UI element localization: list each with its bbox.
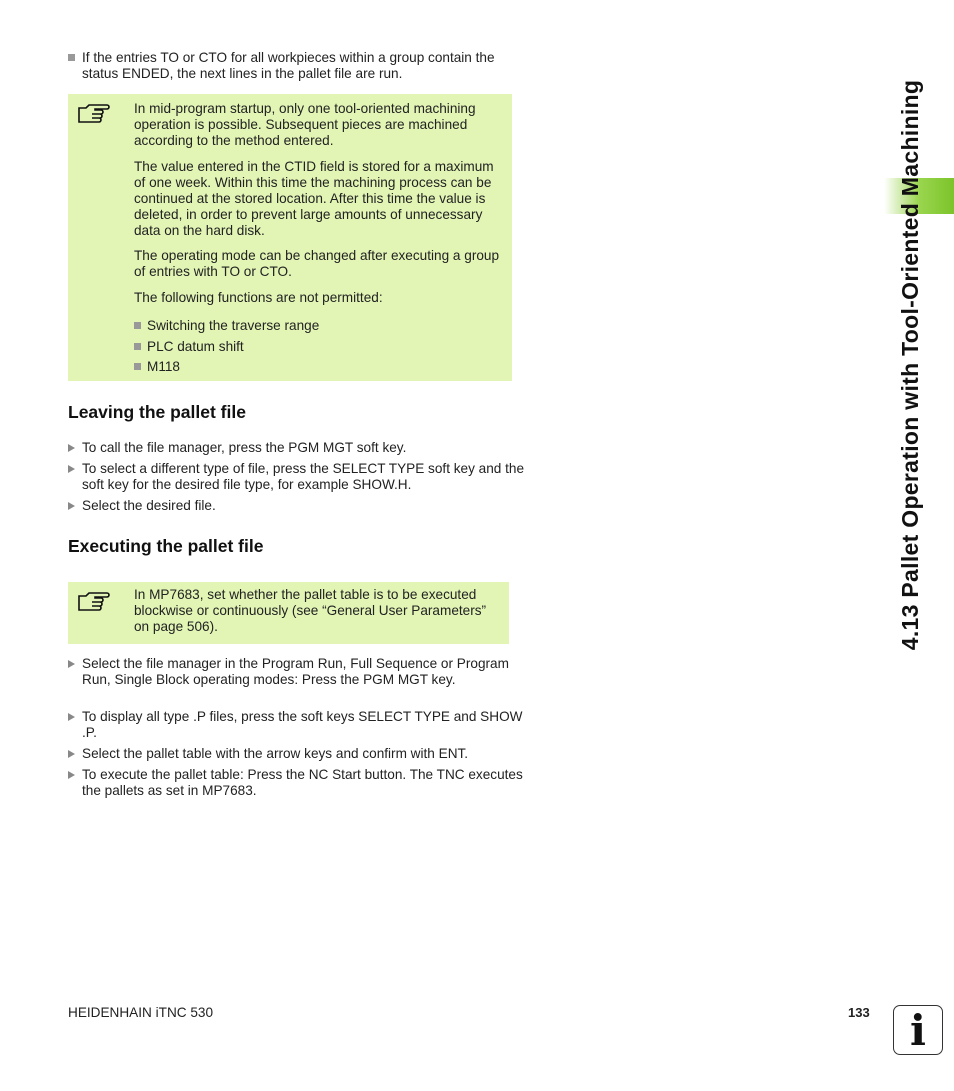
pointing-hand-icon — [78, 104, 110, 126]
note-box-2 — [68, 582, 509, 644]
square-bullet-icon — [134, 322, 141, 329]
note-paragraph: In mid-program startup, only one tool-oriented machining operation is possible. Subsequent pieces are machined according to the method entered. — [134, 101, 476, 148]
intro-bullet: If the entries TO or CTO for all workpieces within a group contain the status ENDED, the next lines in the pallet file are run. — [68, 50, 527, 82]
list-item: M118 — [134, 357, 504, 378]
arrow-bullet-icon — [68, 444, 75, 452]
step: To select a different type of file, press the SELECT TYPE soft key and the soft key for the desired file type, for example SHOW.H. — [68, 461, 527, 493]
arrow-bullet-icon — [68, 660, 75, 668]
arrow-bullet-icon — [68, 502, 75, 510]
footer-product: HEIDENHAIN iTNC 530 — [68, 1005, 214, 1020]
info-icon: i — [893, 1005, 943, 1055]
list-item: Switching the traverse range — [134, 316, 504, 337]
step: Select the pallet table with the arrow keys and confirm with ENT. — [68, 746, 527, 762]
note-box-1 — [68, 94, 512, 381]
note-paragraph: In MP7683, set whether the pallet table is to be executed blockwise or continuously (see “General User Parameters” on page 506). — [134, 587, 487, 634]
arrow-bullet-icon — [68, 465, 75, 473]
pointing-hand-icon — [78, 592, 110, 614]
step: To call the file manager, press the PGM MGT soft key. — [68, 440, 527, 456]
side-chapter-title: 4.13 Pallet Operation with Tool-Oriented Machining — [897, 79, 923, 651]
square-bullet-icon — [134, 343, 141, 350]
step: To execute the pallet table: Press the NC Start button. The TNC executes the pallets as set in MP7683. — [68, 767, 527, 799]
page-number: 133 — [848, 1005, 870, 1020]
section-heading: Executing the pallet file — [68, 536, 264, 556]
step: To display all type .P files, press the soft keys SELECT TYPE and SHOW .P. — [68, 709, 527, 741]
note-paragraph: The following functions are not permitted: — [134, 290, 383, 305]
section-heading: Leaving the pallet file — [68, 402, 246, 422]
arrow-bullet-icon — [68, 771, 75, 779]
arrow-bullet-icon — [68, 713, 75, 721]
step: Select the file manager in the Program Run, Full Sequence or Program Run, Single Block operating modes: Press the PGM MGT key. — [68, 656, 527, 688]
step: Select the desired file. — [68, 498, 527, 514]
square-bullet-icon — [134, 363, 141, 370]
arrow-bullet-icon — [68, 750, 75, 758]
list-item: PLC datum shift — [134, 337, 504, 358]
note-paragraph: The value entered in the CTID field is stored for a maximum of one week. Within this time the machining process can be continued at the stored location. After this time the value is deleted, in order to prevent large amounts of unnecessary data on the hard disk. — [134, 159, 494, 238]
square-bullet-icon — [68, 54, 75, 61]
note-paragraph: The operating mode can be changed after executing a group of entries with TO or CTO. — [134, 248, 500, 279]
